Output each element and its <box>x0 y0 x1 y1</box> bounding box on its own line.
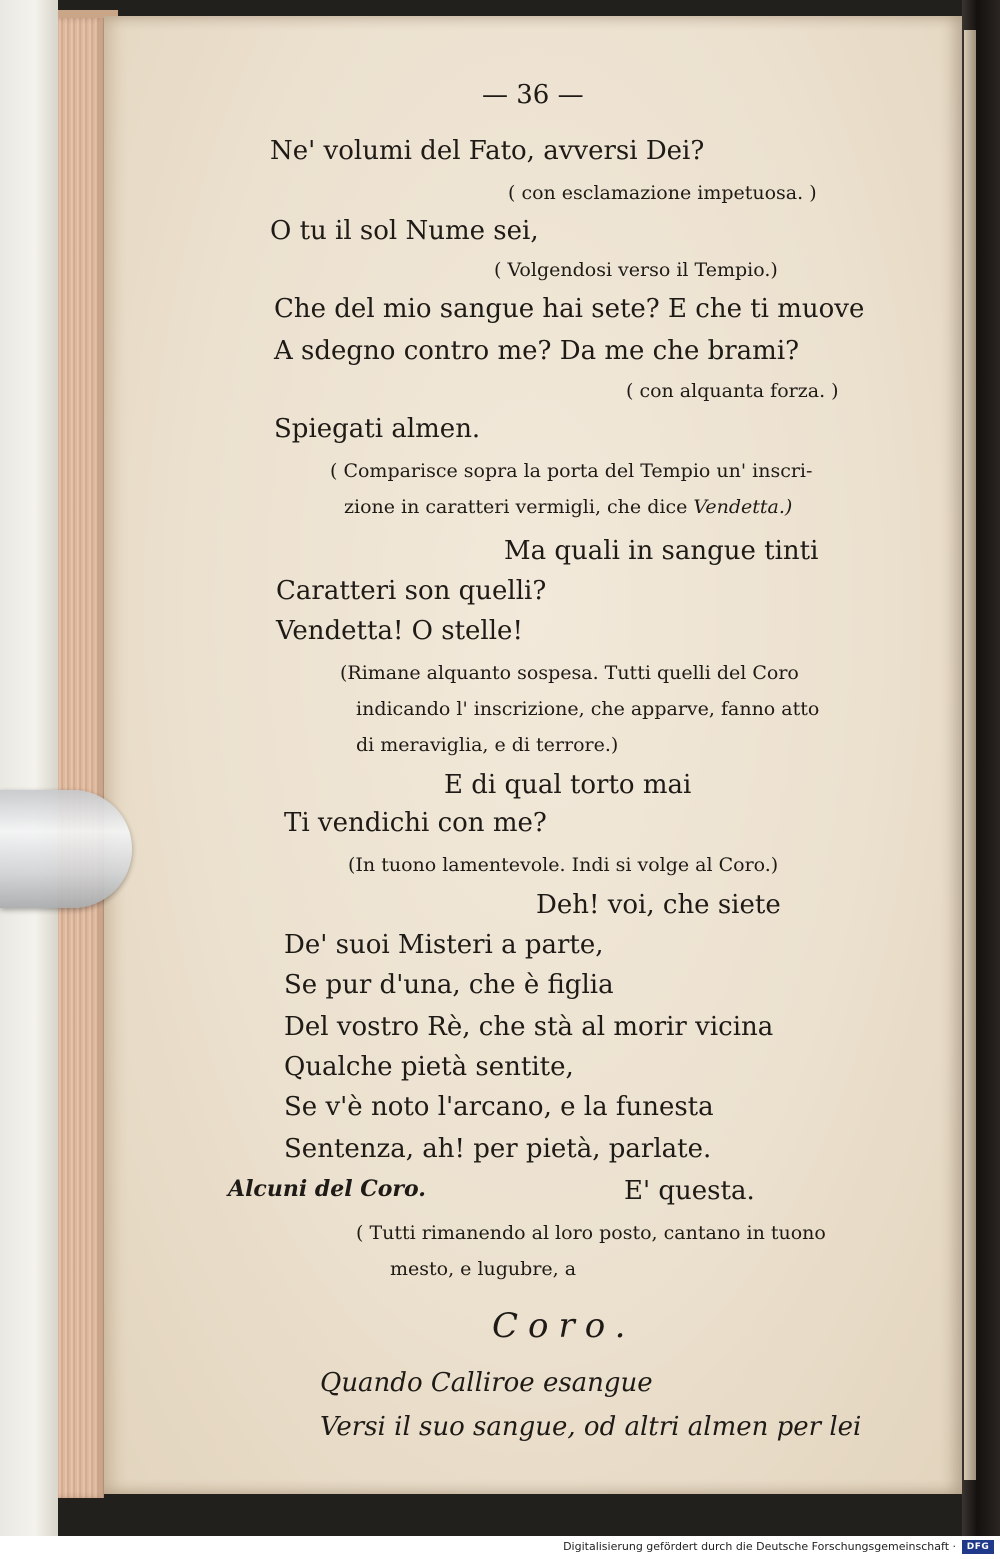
stage-direction: (In tuono lamentevole. Indi si volge al Coro.) <box>348 854 779 876</box>
stage-direction: (Rimane alquanto sospesa. Tutti quelli del Coro <box>340 662 799 684</box>
verse-line: Sentenza, ah! per pietà, parlate. <box>284 1134 712 1164</box>
stage-direction: di meraviglia, e di terrore.) <box>356 734 619 756</box>
next-page-edge <box>964 30 976 1480</box>
footer-credit: Digitalisierung gefördert durch die Deutsche Forschungsgemeinschaft · <box>563 1540 956 1553</box>
stage-direction: ( Volgendosi verso il Tempio.) <box>494 259 778 281</box>
scanner-board <box>0 0 58 1536</box>
verse-line: Del vostro Rè, che stà al morir vicina <box>284 1012 774 1042</box>
verse-line: Qualche pietà sentite, <box>284 1052 574 1082</box>
verse-line: Che del mio sangue hai sete? E che ti muove <box>274 294 865 324</box>
verse-line: E' questa. <box>624 1176 755 1206</box>
dfg-logo: DFG <box>962 1540 994 1554</box>
stage-direction: ( con esclamazione impetuosa. ) <box>508 182 817 204</box>
verse-line: Quando Calliroe esangue <box>320 1368 653 1398</box>
stage-direction: ( con alquanta forza. ) <box>626 380 839 402</box>
verse-line: O tu il sol Nume sei, <box>270 216 539 246</box>
book-gutter <box>962 0 1000 1536</box>
verse-line: Versi il suo sangue, od altri almen per lei <box>320 1412 862 1442</box>
verse-line: Ne' volumi del Fato, avversi Dei? <box>270 136 705 166</box>
verse-line: Se v'è noto l'arcano, e la funesta <box>284 1092 714 1122</box>
stage-direction: mesto, e lugubre, a <box>390 1258 577 1280</box>
stage-direction: ( Comparisce sopra la porta del Tempio un' inscri- <box>330 460 813 482</box>
stage-direction <box>344 496 792 518</box>
book-page <box>104 16 962 1494</box>
verse-line: Ti vendichi con me? <box>284 808 547 838</box>
verse-line: Vendetta! O stelle! <box>276 616 523 646</box>
footer-bar <box>0 1536 1000 1559</box>
verse-line: Ma quali in sangue tinti <box>504 536 819 566</box>
page-holder-clip <box>0 790 132 908</box>
verse-line: Se pur d'una, che è figlia <box>284 970 614 1000</box>
stage-direction: ( Tutti rimanendo al loro posto, cantano in tuono <box>356 1222 826 1244</box>
page-number: — 36 — <box>482 80 584 110</box>
stage-direction-italic: Vendetta.) <box>693 496 793 518</box>
section-heading: Coro. <box>492 1306 636 1346</box>
speaker-name: Alcuni del Coro. <box>228 1176 426 1202</box>
stage-direction-text: zione in caratteri vermigli, che dice <box>344 496 688 518</box>
verse-line: Deh! voi, che siete <box>536 890 781 920</box>
verse-line: E di qual torto mai <box>444 770 692 800</box>
stage-direction: indicando l' inscrizione, che apparve, fanno atto <box>356 698 820 720</box>
verse-line: Caratteri son quelli? <box>276 576 547 606</box>
verse-line: De' suoi Misteri a parte, <box>284 930 604 960</box>
page-edge-stack <box>58 18 104 1498</box>
verse-line: A sdegno contro me? Da me che brami? <box>274 336 800 366</box>
verse-line: Spiegati almen. <box>274 414 481 444</box>
